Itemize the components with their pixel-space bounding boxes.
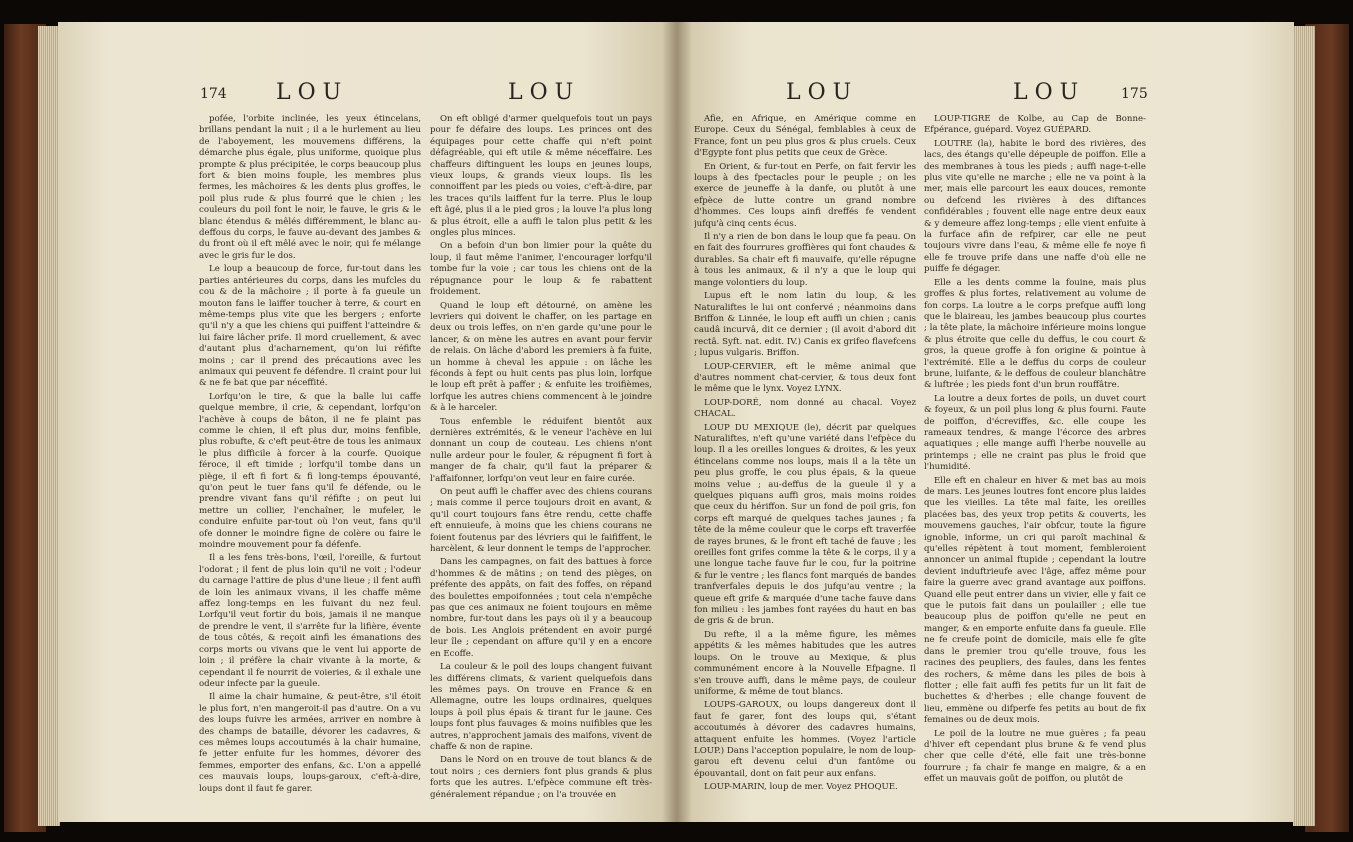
paragraph: Le poil de la loutre ne mue guères ; fa peau d'hiver eft cependant plus brune & fe vend plus cher que celle d'été, elle fait une très-bonne fourrure ; fa chair fe mange en maigre, & a en effet un mauvais goût de poiffon, ou plutôt de (924, 728, 1146, 785)
left-page-column-2 (430, 114, 652, 814)
paragraph: Il a les fens très-bons, l'œil, l'oreille, & furtout l'odorat ; il fent de plus loin qu'il ne voit ; l'odeur du carnage l'attire de plus d'une lieue ; il fent auffi de loin les animaux vivans, il les chaffe même affez long-temps en les fuivant du nez feul. Lorfqu'il veut fortir du bois, jamais il ne manque de prendre le vent, il s'arrête fur la lifière, évente de tous côtés, & reçoit ainfi les émanations des corps morts ou vivans que le vent lui apporte de loin ; il préfère la chair vivante à la morte, & cependant il fe nourrit de voieries, & il exhale une odeur infecte par la gueule. (199, 553, 421, 689)
page-edges-right (1293, 26, 1315, 826)
page-edges-left (38, 26, 60, 826)
header-word-right: LOU (1013, 80, 1086, 105)
paragraph: LOUP DU MEXIQUE (le), décrit par quelques Naturaliftes, n'eft qu'une variété dans l'efpèce du loup. Il a les oreilles longues & droites, & les yeux étincelans comme nos loups, mais il a la tête un peu plus groffe, le cou plus épais, & la queue moins velue ; au-deffus de la gueule il y a quelques piquans auffi gros, mais moins roides que ceux du hériffon. Sur un fond de poil gris, fon corps eft marqué de quelques taches jaunes ; fa tête de la même couleur que le corps eft traverfée de rayes brunes, & le front eft taché de fauve ; les oreilles font grifes comme la tête & le corps, il y a une longue tache fauve fur le cou, fur la poitrine & fur le ventre ; les flancs font marqués de bandes tranfverfales depuis le dos jufqu'au ventre ; la queue eft grife & marquée d'une tache fauve dans fon milieu : les jambes font rayées du haut en bas de gris & de brun. (694, 422, 916, 627)
paragraph: pofée, l'orbite inclinée, les yeux étincelans, brillans pendant la nuit ; il a le hurlement au lieu de l'aboyement, les mouvemens différens, la démarche plus égale, plus uniforme, quoique plus prompte & plus précipitée, le corps beaucoup plus fort & bien moins fouple, les membres plus fermes, les mâchoires & les dents plus groffes, le poil plus rude & plus fourré que le chien ; les couleurs du poil font le noir, le fauve, le gris & le blanc étendus & mêlés différemment, le blanc au-deffous du corps, le fauve au-devant des jambes & du front où il eft mêlé avec le noir, qui fe mélange avec le gris fur le dos. (199, 114, 421, 261)
paragraph: Il n'y a rien de bon dans le loup que fa peau. On en fait des fourrures groffières qui font chaudes & durables. Sa chair eft fi mauvaife, qu'elle répugne à tous les animaux, & il n'y a que le loup qui mange volontiers du loup. (694, 232, 916, 288)
page-number-175: 175 (1121, 86, 1148, 102)
left-page (58, 22, 676, 822)
paragraph: On peut auffi le chaffer avec des chiens courans ; mais comme il perce toujours droit en avant, & qu'il court toujours fans être rendu, cette chaffe eft ennuieufe, à moins que les chiens courans ne foient foutenus par des lévriers qui le faififfent, le harcèlent, & leur donnent le temps de l'approcher. (430, 487, 652, 555)
paragraph: Dans le Nord on en trouve de tout blancs & de tout noirs ; ces derniers font plus grands & plus forts que les autres. L'efpèce commune eft très-généralement répandue ; on l'a trouvée en (430, 755, 652, 800)
paragraph: Le loup a beaucoup de force, fur-tout dans les parties antérieures du corps, dans les mufcles du cou & de la mâchoire ; il porte à fa gueule un mouton fans le laiffer toucher à terre, & court en même-temps plus vite que les bergers ; enforte qu'il n'y a que les chiens qui puiffent l'atteindre & lui faire lâcher prife. Il mord cruellement, & avec d'autant plus d'acharnement, qu'on lui réfifte moins ; car il prend des précautions avec les animaux qui peuvent fe défendre. Il craint pour lui & ne fe bat que par néceffité. (199, 264, 421, 389)
paragraph: LOUP-MARIN, loup de mer. Voyez PHOQUE. (704, 782, 898, 793)
paragraph: Tous enfemble le réduifent bientôt aux dernières extrémités, & le veneur l'achève en lui donnant un coup de couteau. Les chiens n'ont nulle ardeur pour le fouler, & répugnent fi fort à manger de fa chair, qu'il faut la préparer & l'affaifonner, lorfqu'on veut leur en faire curée. (430, 416, 652, 484)
left-page-header (58, 80, 676, 110)
right-page-header (676, 80, 1294, 110)
paragraph: Dans les campagnes, on fait des battues à force d'hommes & de mâtins ; on tend des pièges, on préfente des appâts, on fait des foffes, on répand des boulettes empoifonnées ; tout cela n'empêche pas que ces animaux ne foient toujours en même nombre, fur-tout dans les pays où il y a beaucoup de bois. Les Anglois prétendent en avoir purgé leur île ; cependant on affure qu'il y en a encore en Ecoffe. (430, 557, 652, 659)
paragraph: Lorfqu'on le tire, & que la balle lui caffe quelque membre, il crie, & cependant, lorfqu'on l'achève à coups de bâton, il ne fe plaint pas comme le chien, il eft plus dur, moins fenfible, plus robufte, & c'eft peut-être de tous les animaux le plus difficile à forcer à la courfe. Quoique féroce, il eft timide ; lorfqu'il tombe dans un piège, il eft fi fort & fi long-temps épouvanté, qu'on peut le tuer fans qu'il fe défende, ou le prendre vivant fans qu'il réfifte ; on peut lui mettre un collier, l'enchaîner, le mufeler, le conduire enfuite par-tout où l'on veut, fans qu'il ofe donner le moindre figne de colère ou faire le moindre mouvement pour fa défenfe. (199, 391, 421, 551)
paragraph: LOUP-CERVIER, eft le même animal que d'autres nomment chat-cervier, & tous deux font le même que le lynx. Voyez LYNX. (694, 361, 916, 395)
paragraph: Du refte, il a la même figure, les mêmes appétits & les mêmes habitudes que les autres loups. On le trouve au Mexique, & plus communément encore à la Nouvelle Efpagne. Il s'en trouve auffi, dans le même pays, de couleur uniforme, & même de tout blancs. (694, 629, 916, 697)
paragraph: Afie, en Afrique, en Amérique comme en Europe. Ceux du Sénégal, femblables à ceux de France, font un peu plus gros & plus cruels. Ceux d'Egypte font plus petits que ceux de Grèce. (694, 114, 916, 159)
right-page (676, 22, 1294, 822)
paragraph: Lupus eft le nom latin du loup, & les Naturaliftes le lui ont confervé ; néanmoins dans Briffon & Linnée, le loup eft auffi un chien ; canis caudâ incurvâ, dit ce dernier ; (il avoit d'abord dit rectâ. Syft. nat. edit. IV.) Canis ex grifeo flavefcens ; lupus vulgaris. Briffon. (694, 291, 916, 359)
left-page-column-1 (199, 114, 421, 814)
header-word-right: LOU (508, 80, 581, 105)
paragraph: LOUPS-GAROUX, ou loups dangereux dont il faut fe garer, font des loups qui, s'étant accoutumés à dévorer des cadavres humains, attaquent enfuite les hommes. (Voyez l'article LOUP.) Dans l'acception populaire, le nom de loup-garou eft devenu celui d'un fantôme ou épouvantail, dont on fait peur aux enfans. (694, 700, 916, 779)
right-page-column-2 (924, 114, 1146, 814)
paragraph: Elle a les dents comme la fouine, mais plus groffes & plus fortes, relativement au volume de fon corps. La loutre a le corps prefque auffi long que le blaireau, les jambes beaucoup plus courtes ; la tête plate, la mâchoire inférieure moins longue & plus étroite que celle du deffus, le cou court & gros, la queue groffe à fon origine & pointue à l'extrémité. Elle a le deffus du corps de couleur brune, luifante, & le deffous de couleur blanchâtre & luftrée ; les pieds font d'un brun rouffâtre. (924, 277, 1146, 391)
paragraph: La couleur & le poil des loups changent fuivant les différens climats, & varient quelquefois dans les mêmes pays. On trouve en France & en Allemagne, outre les loups ordinaires, quelques loups à poil plus épais & tirant fur le jaune. Ces loups font plus fauvages & moins nuifibles que les autres, n'approchent jamais des maifons, vivent de chaffe & non de rapine. (430, 662, 652, 752)
paragraph: En Orient, & fur-tout en Perfe, on fait fervir les loups à des fpectacles pour le peuple ; on les exerce de jeuneffe à la danfe, ou plutôt à une efpèce de lutte contre un grand nombre d'hommes. Ces loups ainfi dreffés fe vendent jufqu'à cinq cents écus. (694, 161, 916, 229)
paragraph: LOUTRE (la), habite le bord des rivières, des lacs, des étangs qu'elle dépeuple de poiffon. Elle a des membranes à tous les pieds ; auffi nage-t-elle plus vite qu'elle ne marche ; elle ne va point à la mer, mais elle parcourt les eaux douces, remonte ou defcend les rivières à des diftances confidérables ; fouvent elle nage entre deux eaux & y demeure affez long-temps ; elle vient enfuite à la furface afin de refpirer, car elle ne peut toujours vivre dans l'eau, & même elle fe noye fi elle fe trouve prife dans une naffe d'où elle ne puiffe fe dégager. (924, 138, 1146, 275)
paragraph: La loutre a deux fortes de poils, un duvet court & foyeux, & un poil plus long & plus fourni. Faute de poiffon, d'écreviffes, &c. elle coupe les rameaux tendres, & mange l'écorce des arbres aquatiques ; elle mange auffi l'herbe nouvelle au printemps ; elle ne craint pas plus le froid que l'humidité. (924, 393, 1146, 473)
page-number-174: 174 (200, 86, 227, 102)
paragraph: On eft obligé d'armer quelquefois tout un pays pour fe défaire des loups. Les princes ont des équipages pour cette chaffe qui n'eft point défagréable, qui eft utile & même néceffaire. Les chaffeurs diftinguent les loups en jeunes loups, vieux loups, & grands vieux loups. Ils les connoiffent par les pieds ou voies, c'eft-à-dire, par les traces qu'ils laiffent fur la terre. Plus le loup eft âgé, plus il a le pied gros ; la louve l'a plus long & plus étroit, elle a auffi le talon plus petit & les ongles plus minces. (430, 114, 652, 239)
paragraph: On a befoin d'un bon limier pour la quête du loup, il faut même l'animer, l'encourager lorfqu'il tombe fur la voie ; car tous les chiens ont de la répugnance pour le loup & fe rabattent froidement. (430, 241, 652, 298)
paragraph: LOUP-DORÉ, nom donné au chacal. Voyez CHACAL. (694, 397, 916, 420)
paragraph: Quand le loup eft détourné, on amène les levriers qui doivent le chaffer, on les partage en deux ou trois leffes, on n'en garde qu'une pour le lancer, & on mène les autres en avant pour fervir de relais. On lâche d'abord les premiers à fa fuite, un homme à cheval les appuie : on lâche les féconds à fept ou huit cents pas plus loin, lorfque le loup eft prêt à paffer ; & enfuite les troifièmes, lorfque les autres chiens commencent à le joindre & à le harceler. (430, 300, 652, 414)
header-word-left: LOU (276, 80, 349, 105)
header-word-left: LOU (786, 80, 859, 105)
paragraph: Il aime la chair humaine, & peut-être, s'il étoit le plus fort, n'en mangeroit-il pas d'autre. On a vu des loups fuivre les armées, arriver en nombre à des champs de bataille, dévorer les cadavres, & ces mêmes loups accoutumés à la chair humaine, fe jetter enfuite fur les hommes, dévorer des femmes, emporter des enfans, &c. L'on a appellé ces mauvais loups, loups-garoux, c'eft-à-dire, loups dont il faut fe garer. (199, 692, 421, 794)
right-page-column-1 (694, 114, 916, 814)
paragraph: LOUP-TIGRE de Kolbe, au Cap de Bonne-Efpérance, guépard. Voyez GUÉPARD. (924, 114, 1146, 136)
paragraph: Elle eft en chaleur en hiver & met bas au mois de mars. Les jeunes loutres font encore plus laides que les vieilles. La tête mal faite, les oreilles placées bas, des yeux trop petits & couverts, les mouvemens gauches, l'air obfcur, toute la figure ignoble, informe, un cri qui paroît machinal & qu'elles répètent à tout moment, fembleroient annoncer un animal ftupide ; cependant la loutre devient induftrieufe avec l'âge, affez même pour faire la guerre avec grand avantage aux poiffons. Quand elle peut entrer dans un vivier, elle y fait ce que le putois fait dans un poulailler ; elle tue beaucoup plus de poiffon qu'elle ne peut en manger, & en emporte enfuite dans fa gueule. Elle ne fe creufe point de domicile, mais elle fe gîte dans le premier trou qu'elle trouve, fous les racines des peupliers, des faules, dans les fentes des rochers, & même dans les piles de bois à flotter ; elle fait auffi fes petits fur un lit fait de buchettes & d'herbes ; elle change fouvent de lieu, emmène ou difperfe fes petits au bout de fix femaines ou de deux mois. (924, 475, 1146, 726)
